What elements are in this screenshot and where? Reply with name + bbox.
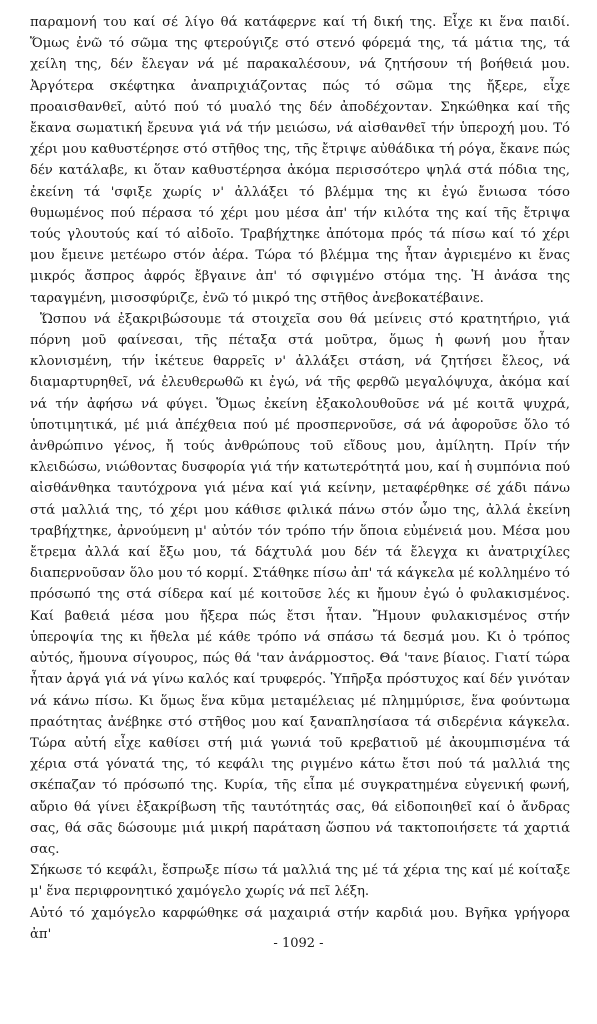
- paragraph-2: Ὥσπου νά ἐξακριβώσουμε τά στοιχεῖα σου θά μείνεις στό κρατητήριο, γιά πόρνη μοῦ φαίνεσαι, τῆς πέταξα στά μοῦτρα, ὅμως ἡ φωνή μου ἦταν κλονισμένη, τήν ἱκέτευε θαρρεῖς ν' ἀλλάξει στάση, νά ζητήσει ἔλεος, νά διαμαρτυρηθεῖ, νά ἐλευθερωθῶ κι ἐγώ, νά τῆς φερθῶ μεγαλόψυχα, ἀκόμα καί νά τήν ἀφήσω νά φύγει. Ὅμως ἐκείνη ἐξακολουθοῦσε νά μέ κοιτᾶ ψυχρά, ὑποτιμητικά, μέ μιά ἀπέχθεια πού μέ προσπερνοῦσε, σά νά ἀφοροῦσε ὅλο τό ἀνθρώπινο γένος, ἤ τούς ἀνθρώπους τοῦ εἴδους μου, ἀμίλητη. Πρίν τήν κλειδώσω, νιώθοντας δυσφορία γιά τήν κατωτερότητά μου, καί ἡ συμπόνια πού αἰσθάνθηκα ταυτόχρονα γιά μένα καί γιά κείνην, μεταφέρθηκε σέ χάδι πάνω στά μαλλιά της, τό χέρι μου κάθισε φιλικά πάνω στόν ὦμο της, ἀλλά ἐκείνη τραβήχτηκε, ἀρνούμενη μ' αὐτόν τόν τρόπο τήν ὅποια εὐμένειά μου. Μέσα μου ἔτρεμα ἀλλά καί ἔξω μου, τά δάχτυλά μου δέν τά ἔλεγχα κι ἀνατριχίλες διαπερνοῦσαν ὅλο μου τό κορμί. Στάθηκε πίσω ἀπ' τά κάγκελα μέ κολλημένο τό πρόσωπό της στά σίδερα καί μέ κοιτοῦσε λές κι ἤμουν ἐγώ ὁ φυλακισμένος. Καί βαθειά μέσα μου ἤξερα πώς ἔτσι ἦταν. Ἤμουν φυλακισμένος στήν ὑπεροψία της κι ἤθελα μέ κάθε τρόπο νά σπάσω τά δεσμά μου. Κι ὁ τρόπος αὐτός, ἤμουνα σίγουρος, πώς θά 'ταν ἀνάρμοστος. Θά 'τανε βίαιος. Γιατί τώρα ἦταν ἀργά γιά νά γίνω καλός καί τρυφερός. Ὑπῆρξα πρόστυχος καί δέν γινόταν νά κάνω πίσω. Κι ὅμως ἕνα κῦμα μεταμέλειας μέ πλημμύρισε, ἕνα φούντωμα πραότητας ἀνέβηκε στό στῆθος μου καί ξαναπλησίασα τά σιδερένια κάγκελα. Τώρα αὐτή εἶχε καθίσει στή μιά γωνιά τοῦ κρεβατιοῦ μέ ἀκουμπισμένα τά χέρια στά γόνατά της, τό κεφάλι της ριγμένο κάτω ἔτσι πού τά μαλλιά της σκέπαζαν τό πρόσωπό της. Κυρία, τῆς εἶπα μέ συγκρατημένα εὐγενική φωνή, αὔριο θά γίνει ἐξακρίβωση τῆς ταυτότητάς σας, θά εἰδοποιηθεῖ καί ὁ ἄνδρας σας, θά σᾶς δώσουμε μιά μικρή παράταση ὥσπου νά τακτοποιήσετε τά χαρτιά σας.: [30, 311, 570, 857]
- paragraph-4: Αὐτό τό χαμόγελο καρφώθηκε σά μαχαιριά στήν καρδιά μου. Βγῆκα γρήγορα ἀπ': [30, 905, 570, 942]
- paragraph-3: Σήκωσε τό κεφάλι, ἔσπρωξε πίσω τά μαλλιά της μέ τά χέρια της καί μέ κοίταξε μ' ἕνα περιφρονητικό χαμόγελο χωρίς νά πεῖ λέξη.: [30, 863, 570, 900]
- page-number: - 1092 -: [273, 936, 324, 951]
- paragraph-1: παραμονή του καί σέ λίγο θά κατάφερνε καί τή δική της. Εἶχε κι ἕνα παιδί. Ὅμως ἐνῶ τό σῶμα της φτερούγιζε στό στενό φόρεμά της, τά μάτια της, τά χείλη της, δέν ἔλεγαν νά μέ παρακαλέσουν, νά ζητήσουν τή βοήθειά μου. Ἀργότερα σκέφτηκα ἀναπριχιάζοντας πώς τό σῶμα της ἤξερε, εἶχε προαισθανθεῖ, αὐτό πού τό μυαλό της δέν ἀποδέχονταν. Σηκώθηκα καί τῆς ἔκανα σωματική ἔρευνα γιά νά τήν μειώσω, νά αἰσθανθεῖ τήν ὑπεροχή μου. Τό χέρι μου καθυστέρησε στό στῆθος της, τῆς ἔτριψε αὐθάδικα τή ρόγα, ἔκανε πώς δέν κατάλαβε, κι ὅταν καθυστέρησα ἀκόμα περισσότερο ψηλά στά πόδια της, ἐκείνη τά 'σφιξε χωρίς ν' ἀλλάξει τό βλέμμα της κι ἐγώ ἔνιωσα τόσο θυμωμένος πού πέρασα τό χέρι μου μέσα ἀπ' τήν κιλότα της καί τῆς ἔτριψα τούς γλουτούς καί τό αἰδοῖο. Τραβήχτηκε ἀπότομα πρός τά πίσω καί τό χέρι μου ἔμεινε μετέωρο στόν ἀέρα. Τώρα τό βλέμμα της ἦταν ἀγριεμένο κι ἕνας μικρός ἄσπρος ἀφρός ἔβγαινε ἀπ' τό σφιγμένο στόμα της. Ἡ ἀνάσα της ταραγμένη, μισοσφύριζε, ἐνῶ τό μικρό της στῆθος ἀνεβοκατέβαινε.: [30, 15, 570, 306]
- document-body: [30, 12, 570, 945]
